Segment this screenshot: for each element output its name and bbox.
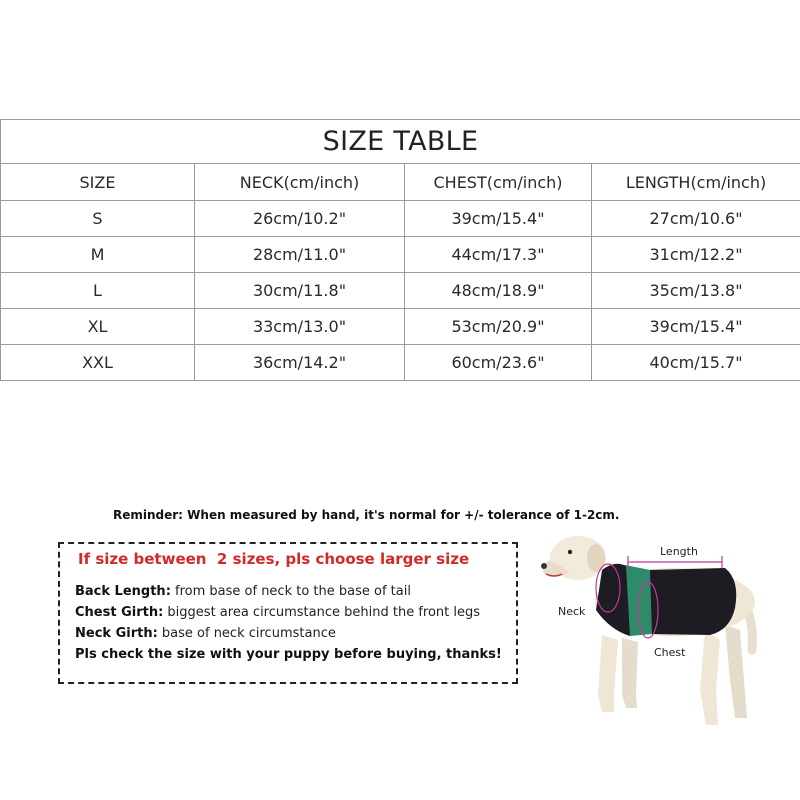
- cell-length: 40cm/15.7": [592, 345, 800, 381]
- tip-back-length-desc: from base of neck to the base of tail: [170, 584, 411, 599]
- table-row: [1, 309, 800, 345]
- tips-headline: If size between 2 sizes, pls choose larger size: [78, 550, 470, 568]
- table-row: [1, 201, 800, 237]
- neck-label: Neck: [558, 605, 586, 618]
- header-neck: NECK(cm/inch): [195, 164, 405, 201]
- table-title-row: [1, 120, 800, 164]
- table-row: [1, 345, 800, 381]
- chest-label: Chest: [654, 646, 686, 659]
- dog-nose: [541, 563, 547, 569]
- cell-size: L: [1, 273, 195, 309]
- cell-neck: 30cm/11.8": [195, 273, 405, 309]
- cell-neck: 26cm/10.2": [195, 201, 405, 237]
- table-title: SIZE TABLE: [1, 120, 800, 164]
- dog-measurement-figure: [530, 530, 800, 800]
- tip-neck-girth: [75, 626, 336, 641]
- cell-size: M: [1, 237, 195, 273]
- tip-back-length-term: Back Length:: [75, 584, 171, 599]
- coat-black-panel: [648, 568, 736, 635]
- cell-neck: 33cm/13.0": [195, 309, 405, 345]
- cell-length: 35cm/13.8": [592, 273, 800, 309]
- coat-collar: [596, 564, 630, 636]
- tip-back-length: [75, 584, 411, 599]
- dog-back-leg: [725, 625, 747, 718]
- cell-chest: 60cm/23.6": [405, 345, 592, 381]
- length-label: Length: [660, 545, 698, 558]
- cell-chest: 48cm/18.9": [405, 273, 592, 309]
- header-size: SIZE: [1, 164, 195, 201]
- reminder-text: Reminder: When measured by hand, it's normal for +/- tolerance of 1-2cm.: [113, 508, 620, 522]
- cell-size: S: [1, 201, 195, 237]
- dog-eye: [568, 550, 572, 554]
- dog-front-leg: [622, 638, 638, 708]
- cell-chest: 44cm/17.3": [405, 237, 592, 273]
- table-header-row: [1, 164, 800, 201]
- sizing-tips-box: [58, 542, 518, 684]
- tip-chest-girth-term: Chest Girth:: [75, 605, 164, 620]
- dog-front-leg: [598, 635, 618, 712]
- tip-check-note: Pls check the size with your puppy before buying, thanks!: [75, 647, 502, 662]
- cell-neck: 36cm/14.2": [195, 345, 405, 381]
- header-length: LENGTH(cm/inch): [592, 164, 800, 201]
- tip-chest-girth: [75, 605, 480, 620]
- cell-length: 31cm/12.2": [592, 237, 800, 273]
- cell-size: XL: [1, 309, 195, 345]
- cell-chest: 39cm/15.4": [405, 201, 592, 237]
- dog-ear: [587, 544, 605, 572]
- tip-neck-girth-desc: base of neck circumstance: [157, 626, 336, 641]
- cell-size: XXL: [1, 345, 195, 381]
- size-table: [0, 119, 800, 381]
- dog-back-leg: [700, 630, 720, 725]
- header-chest: CHEST(cm/inch): [405, 164, 592, 201]
- tip-chest-girth-desc: biggest area circumstance behind the front legs: [163, 605, 481, 620]
- tip-neck-girth-term: Neck Girth:: [75, 626, 158, 641]
- cell-neck: 28cm/11.0": [195, 237, 405, 273]
- cell-chest: 53cm/20.9": [405, 309, 592, 345]
- cell-length: 27cm/10.6": [592, 201, 800, 237]
- table-row: [1, 237, 800, 273]
- cell-length: 39cm/15.4": [592, 309, 800, 345]
- table-row: [1, 273, 800, 309]
